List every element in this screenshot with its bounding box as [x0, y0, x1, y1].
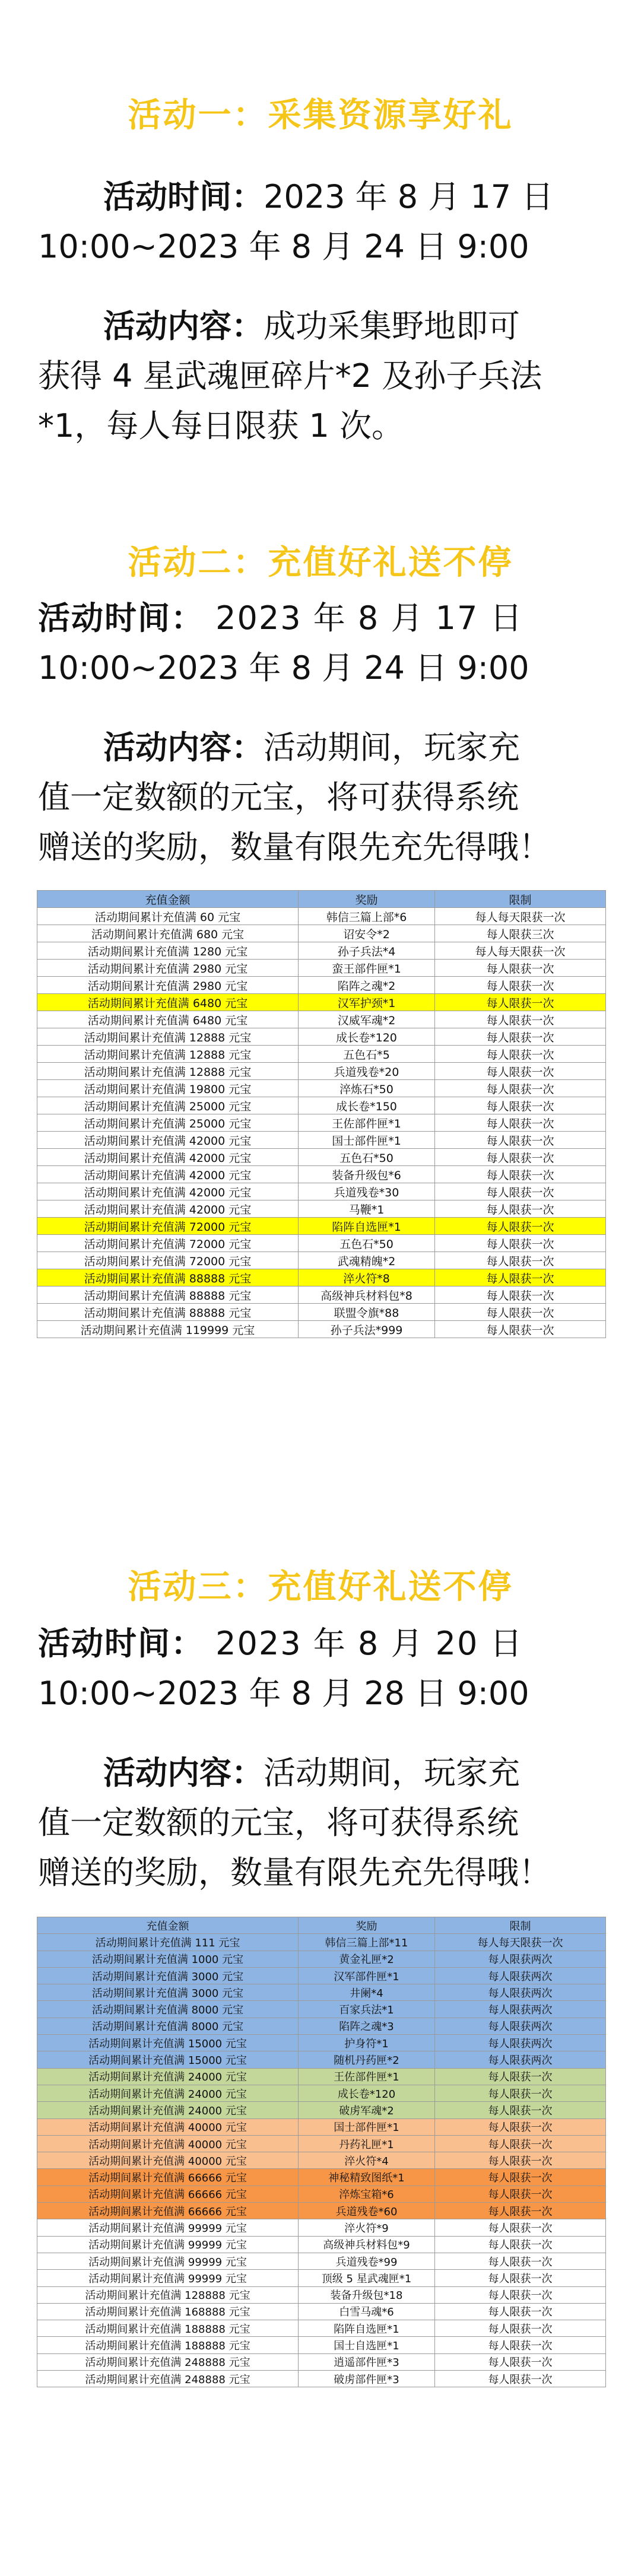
table-row: [37, 2085, 606, 2101]
cell-amount: 活动期间累计充值满 188888 元宝: [37, 2337, 299, 2353]
cell-reward: 国士部件匣*1: [299, 2118, 435, 2135]
table-row: [37, 1967, 606, 1984]
cell-reward: 逍遥部件匣*3: [299, 2353, 435, 2370]
activity1-content-line2: 获得 4 星武魂匣碎片*2 及孙子兵法: [38, 357, 542, 395]
table-row: [37, 2286, 606, 2303]
cell-reward: 蛮王部件匣*1: [299, 960, 435, 977]
cell-amount: 活动期间累计充值满 1280 元宝: [37, 942, 299, 960]
activity3-table-body: [37, 1934, 606, 2387]
cell-limit: 每人限获一次: [435, 2135, 606, 2152]
table-row: [37, 2051, 606, 2068]
cell-amount: 活动期间累计充值满 66666 元宝: [37, 2203, 299, 2219]
cell-reward: 诏安令*2: [299, 925, 435, 942]
cell-amount: 活动期间累计充值满 66666 元宝: [37, 2186, 299, 2202]
cell-limit: 每人限获一次: [435, 2186, 606, 2202]
cell-amount: 活动期间累计充值满 15000 元宝: [37, 2035, 299, 2051]
table-row: [37, 2320, 606, 2337]
cell-amount: 活动期间累计充值满 119999 元宝: [37, 1321, 299, 1338]
table-row: [37, 2035, 606, 2051]
cell-amount: 活动期间累计充值满 248888 元宝: [37, 2371, 299, 2387]
cell-limit: 每人限获一次: [435, 1269, 606, 1287]
table-row: [37, 2018, 606, 2034]
cell-reward: 护身符*1: [299, 2035, 435, 2051]
cell-amount: 活动期间累计充值满 168888 元宝: [37, 2303, 299, 2320]
table-row: [37, 1235, 606, 1252]
activity3-content-line3: 赠送的奖励，数量有限先充先得哦！: [38, 1854, 551, 1891]
activity3-content-line2: 值一定数额的元宝，将可获得系统: [38, 1804, 519, 1841]
table-row: [37, 942, 606, 960]
header-limit: 限制: [435, 1917, 606, 1934]
cell-limit: 每人限获两次: [435, 2051, 606, 2068]
cell-reward: 国士自选匣*1: [299, 2337, 435, 2353]
table-row: [37, 2152, 606, 2169]
activity1-title: 活动一：采集资源享好礼: [128, 96, 513, 135]
table-row: [37, 994, 606, 1011]
cell-amount: 活动期间累计充值满 25000 元宝: [37, 1114, 299, 1132]
activity1-content-1: 成功采集野地即可: [264, 307, 520, 345]
cell-amount: 活动期间累计充值满 42000 元宝: [37, 1183, 299, 1200]
activity1-content: [38, 301, 641, 351]
cell-amount: 活动期间累计充值满 19800 元宝: [37, 1080, 299, 1097]
cell-reward: 王佐部件匣*1: [299, 1114, 435, 1132]
table-row: [37, 960, 606, 977]
cell-amount: 活动期间累计充值满 15000 元宝: [37, 2051, 299, 2068]
cell-reward: 韩信三篇上部*6: [299, 908, 435, 925]
activity1-time-line2: 10:00~2023 年 8 月 24 日 9:00: [38, 228, 529, 265]
cell-amount: 活动期间累计充值满 60 元宝: [37, 908, 299, 925]
cell-amount: 活动期间累计充值满 42000 元宝: [37, 1200, 299, 1218]
cell-reward: 高级神兵材料包*9: [299, 2236, 435, 2253]
cell-reward: 淬火符*4: [299, 2152, 435, 2169]
cell-limit: 每人限获一次: [435, 2270, 606, 2286]
cell-limit: 每人限获一次: [435, 2169, 606, 2186]
cell-limit: 每人每天限获一次: [435, 1934, 606, 1951]
cell-limit: 每人限获一次: [435, 2303, 606, 2320]
cell-limit: 每人限获一次: [435, 2102, 606, 2118]
table-row: [37, 1934, 606, 1951]
cell-limit: 每人限获一次: [435, 2337, 606, 2353]
cell-reward: 国士部件匣*1: [299, 1132, 435, 1149]
cell-limit: 每人限获一次: [435, 1200, 606, 1218]
header-reward: 奖励: [299, 1917, 435, 1934]
cell-reward: 孙子兵法*999: [299, 1321, 435, 1338]
cell-reward: 黄金礼匣*2: [299, 1951, 435, 1967]
activity3-content-1: 活动期间，玩家充: [264, 1754, 520, 1792]
cell-reward: 联盟令旗*88: [299, 1304, 435, 1321]
cell-amount: 活动期间累计充值满 128888 元宝: [37, 2286, 299, 2303]
cell-reward: 淬火符*9: [299, 2219, 435, 2236]
table-row: [37, 1321, 606, 1338]
activity1-time: [38, 172, 641, 222]
cell-limit: 每人限获一次: [435, 2253, 606, 2269]
cell-reward: 兵道残卷*99: [299, 2253, 435, 2269]
cell-reward: 五色石*5: [299, 1046, 435, 1063]
cell-amount: 活动期间累计充值满 248888 元宝: [37, 2353, 299, 2370]
header-amount: 充值金额: [37, 1917, 299, 1934]
cell-limit: 每人限获一次: [435, 1132, 606, 1149]
activity2-time: [38, 593, 608, 643]
cell-reward: 兵道残卷*30: [299, 1183, 435, 1200]
table-row: [37, 1028, 606, 1046]
cell-limit: 每人限获一次: [435, 1149, 606, 1166]
cell-amount: 活动期间累计充值满 2980 元宝: [37, 977, 299, 994]
cell-amount: 活动期间累计充值满 6480 元宝: [37, 994, 299, 1011]
cell-amount: 活动期间累计充值满 72000 元宝: [37, 1252, 299, 1269]
cell-reward: 成长卷*120: [299, 1028, 435, 1046]
cell-amount: 活动期间累计充值满 72000 元宝: [37, 1235, 299, 1252]
cell-limit: 每人限获三次: [435, 925, 606, 942]
cell-limit: 每人限获一次: [435, 1046, 606, 1063]
activity2-content-line2: 值一定数额的元宝，将可获得系统: [38, 779, 519, 816]
table-row: [37, 2001, 606, 2018]
cell-reward: 淬火符*8: [299, 1269, 435, 1287]
table-row: [37, 2270, 606, 2286]
table-row: [37, 2169, 606, 2186]
cell-amount: 活动期间累计充值满 24000 元宝: [37, 2068, 299, 2085]
activity2-content: [38, 723, 641, 773]
table-row: [37, 1011, 606, 1028]
table-row: [37, 1984, 606, 2001]
activity2-title: 活动二：充值好礼送不停: [128, 544, 513, 582]
cell-amount: 活动期间累计充值满 111 元宝: [37, 1934, 299, 1951]
activity2-table-body: [37, 908, 606, 1338]
cell-reward: 韩信三篇上部*11: [299, 1934, 435, 1951]
table-row: [37, 2236, 606, 2253]
cell-limit: 每人限获一次: [435, 2286, 606, 2303]
cell-limit: 每人限获一次: [435, 2152, 606, 2169]
activity3-time-line2: 10:00~2023 年 8 月 28 日 9:00: [38, 1675, 529, 1712]
cell-limit: 每人限获两次: [435, 2035, 606, 2051]
cell-limit: 每人限获一次: [435, 2085, 606, 2101]
cell-limit: 每人限获一次: [435, 1321, 606, 1338]
table-row: [37, 2135, 606, 2152]
cell-reward: 白雪马魂*6: [299, 2303, 435, 2320]
cell-reward: 孙子兵法*4: [299, 942, 435, 960]
table-row: [37, 1951, 606, 1967]
cell-limit: 每人限获一次: [435, 1114, 606, 1132]
cell-amount: 活动期间累计充值满 99999 元宝: [37, 2236, 299, 2253]
cell-reward: 神秘精致图纸*1: [299, 2169, 435, 2186]
cell-reward: 陷阵自选匣*1: [299, 1218, 435, 1235]
cell-reward: 破虏军魂*2: [299, 2102, 435, 2118]
table-row: [37, 2219, 606, 2236]
activity3-time-label: 活动时间：: [38, 1625, 204, 1662]
cell-amount: 活动期间累计充值满 99999 元宝: [37, 2270, 299, 2286]
table-row: [37, 1200, 606, 1218]
header-limit: 限制: [435, 891, 606, 908]
table-header-row: [37, 1917, 606, 1934]
table-row: [37, 908, 606, 925]
table-row: [37, 1166, 606, 1183]
cell-limit: 每人每天限获一次: [435, 942, 606, 960]
cell-amount: 活动期间累计充值满 88888 元宝: [37, 1287, 299, 1304]
cell-limit: 每人限获两次: [435, 1984, 606, 2001]
cell-limit: 每人限获两次: [435, 2001, 606, 2018]
cell-limit: 每人限获一次: [435, 1218, 606, 1235]
table-row: [37, 1287, 606, 1304]
activity2-time-label: 活动时间：: [38, 599, 204, 637]
cell-reward: 兵道残卷*60: [299, 2203, 435, 2219]
activity3-title: 活动三：充值好礼送不停: [128, 1568, 513, 1606]
activity1-time-label: 活动时间：: [103, 178, 264, 215]
table-row: [37, 1304, 606, 1321]
cell-amount: 活动期间累计充值满 42000 元宝: [37, 1132, 299, 1149]
activity3-time: [38, 1619, 608, 1669]
cell-reward: 随机丹药匣*2: [299, 2051, 435, 2068]
cell-limit: 每人限获两次: [435, 1967, 606, 1984]
cell-reward: 汉军护颈*1: [299, 994, 435, 1011]
cell-limit: 每人限获一次: [435, 2219, 606, 2236]
cell-limit: 每人限获一次: [435, 2320, 606, 2337]
cell-reward: 丹药礼匣*1: [299, 2135, 435, 2152]
table-row: [37, 2353, 606, 2370]
cell-limit: 每人限获一次: [435, 1028, 606, 1046]
activity1-content-line3: *1，每人每日限获 1 次。: [38, 407, 404, 444]
cell-amount: 活动期间累计充值满 99999 元宝: [37, 2253, 299, 2269]
activity3-content: [38, 1748, 641, 1798]
table-row: [37, 1097, 606, 1114]
cell-limit: 每人限获一次: [435, 2371, 606, 2387]
activity2-time-value-1: 2023 年 8 月 17 日: [215, 599, 523, 637]
header-amount: 充值金额: [37, 891, 299, 908]
cell-limit: 每人限获一次: [435, 977, 606, 994]
cell-amount: 活动期间累计充值满 2980 元宝: [37, 960, 299, 977]
cell-reward: 五色石*50: [299, 1149, 435, 1166]
cell-amount: 活动期间累计充值满 6480 元宝: [37, 1011, 299, 1028]
cell-amount: 活动期间累计充值满 24000 元宝: [37, 2102, 299, 2118]
cell-amount: 活动期间累计充值满 25000 元宝: [37, 1097, 299, 1114]
cell-amount: 活动期间累计充值满 3000 元宝: [37, 1967, 299, 1984]
cell-reward: 汉威军魂*2: [299, 1011, 435, 1028]
activity2-content-label: 活动内容：: [103, 729, 264, 766]
cell-limit: 每人限获一次: [435, 1080, 606, 1097]
activity3-time-value-1: 2023 年 8 月 20 日: [215, 1625, 523, 1662]
table-row: [37, 977, 606, 994]
cell-reward: 成长卷*120: [299, 2085, 435, 2101]
table-row: [37, 1114, 606, 1132]
cell-limit: 每人限获一次: [435, 1011, 606, 1028]
cell-limit: 每人限获一次: [435, 1166, 606, 1183]
cell-reward: 淬炼石*50: [299, 1080, 435, 1097]
cell-reward: 高级神兵材料包*8: [299, 1287, 435, 1304]
cell-limit: 每人限获一次: [435, 1304, 606, 1321]
activity2-content-1: 活动期间，玩家充: [264, 729, 520, 766]
cell-amount: 活动期间累计充值满 1000 元宝: [37, 1951, 299, 1967]
table-row: [37, 1080, 606, 1097]
activity2-reward-table: [37, 890, 606, 1338]
activity1-time-value-1: 2023 年 8 月 17 日: [264, 178, 554, 215]
table-row: [37, 2118, 606, 2135]
table-row: [37, 925, 606, 942]
cell-limit: 每人每天限获一次: [435, 908, 606, 925]
table-row: [37, 1218, 606, 1235]
cell-reward: 汉军部件匣*1: [299, 1967, 435, 1984]
cell-reward: 陷阵之魂*2: [299, 977, 435, 994]
cell-amount: 活动期间累计充值满 88888 元宝: [37, 1304, 299, 1321]
table-row: [37, 2203, 606, 2219]
cell-amount: 活动期间累计充值满 12888 元宝: [37, 1028, 299, 1046]
cell-reward: 武魂精魄*2: [299, 1252, 435, 1269]
cell-reward: 顶级 5 星武魂匣*1: [299, 2270, 435, 2286]
table-row: [37, 2337, 606, 2353]
cell-amount: 活动期间累计充值满 88888 元宝: [37, 1269, 299, 1287]
cell-reward: 陷阵之魂*3: [299, 2018, 435, 2034]
table-row: [37, 2186, 606, 2202]
cell-amount: 活动期间累计充值满 72000 元宝: [37, 1218, 299, 1235]
table-row: [37, 2303, 606, 2320]
table-row: [37, 1183, 606, 1200]
cell-limit: 每人限获一次: [435, 1097, 606, 1114]
cell-amount: 活动期间累计充值满 40000 元宝: [37, 2135, 299, 2152]
cell-reward: 井阑*4: [299, 1984, 435, 2001]
cell-limit: 每人限获一次: [435, 1287, 606, 1304]
cell-limit: 每人限获一次: [435, 1063, 606, 1080]
cell-amount: 活动期间累计充值满 3000 元宝: [37, 1984, 299, 2001]
cell-limit: 每人限获一次: [435, 2068, 606, 2085]
cell-reward: 装备升级包*6: [299, 1166, 435, 1183]
cell-limit: 每人限获一次: [435, 1183, 606, 1200]
cell-reward: 马鞭*1: [299, 1200, 435, 1218]
activity3-reward-table: [37, 1917, 606, 2387]
cell-amount: 活动期间累计充值满 42000 元宝: [37, 1149, 299, 1166]
table-row: [37, 1149, 606, 1166]
cell-amount: 活动期间累计充值满 680 元宝: [37, 925, 299, 942]
cell-limit: 每人限获一次: [435, 994, 606, 1011]
activity2-content-line3: 赠送的奖励，数量有限先充先得哦！: [38, 828, 551, 866]
cell-amount: 活动期间累计充值满 24000 元宝: [37, 2085, 299, 2101]
cell-limit: 每人限获一次: [435, 2353, 606, 2370]
header-reward: 奖励: [299, 891, 435, 908]
cell-amount: 活动期间累计充值满 8000 元宝: [37, 2001, 299, 2018]
table-row: [37, 1046, 606, 1063]
table-row: [37, 2102, 606, 2118]
table-row: [37, 2253, 606, 2269]
cell-limit: 每人限获一次: [435, 2118, 606, 2135]
table-row: [37, 1252, 606, 1269]
cell-reward: 兵道残卷*20: [299, 1063, 435, 1080]
table-header-row: [37, 891, 606, 908]
table-row: [37, 2371, 606, 2387]
cell-amount: 活动期间累计充值满 40000 元宝: [37, 2118, 299, 2135]
cell-reward: 装备升级包*18: [299, 2286, 435, 2303]
cell-limit: 每人限获两次: [435, 2018, 606, 2034]
table-row: [37, 1269, 606, 1287]
table-row: [37, 2068, 606, 2085]
cell-reward: 五色石*50: [299, 1235, 435, 1252]
cell-limit: 每人限获一次: [435, 2236, 606, 2253]
table-row: [37, 1063, 606, 1080]
activity1-content-label: 活动内容：: [103, 307, 264, 345]
cell-limit: 每人限获一次: [435, 960, 606, 977]
cell-amount: 活动期间累计充值满 8000 元宝: [37, 2018, 299, 2034]
cell-amount: 活动期间累计充值满 40000 元宝: [37, 2152, 299, 2169]
cell-amount: 活动期间累计充值满 12888 元宝: [37, 1046, 299, 1063]
cell-amount: 活动期间累计充值满 66666 元宝: [37, 2169, 299, 2186]
table-row: [37, 1132, 606, 1149]
cell-limit: 每人限获一次: [435, 1252, 606, 1269]
activity3-content-label: 活动内容：: [103, 1754, 264, 1792]
cell-limit: 每人限获两次: [435, 1951, 606, 1967]
cell-amount: 活动期间累计充值满 42000 元宝: [37, 1166, 299, 1183]
cell-reward: 陷阵自选匣*1: [299, 2320, 435, 2337]
cell-reward: 成长卷*150: [299, 1097, 435, 1114]
cell-limit: 每人限获一次: [435, 2203, 606, 2219]
cell-reward: 破虏部件匣*3: [299, 2371, 435, 2387]
cell-amount: 活动期间累计充值满 99999 元宝: [37, 2219, 299, 2236]
cell-reward: 淬炼宝箱*6: [299, 2186, 435, 2202]
cell-amount: 活动期间累计充值满 188888 元宝: [37, 2320, 299, 2337]
cell-limit: 每人限获一次: [435, 1235, 606, 1252]
cell-amount: 活动期间累计充值满 12888 元宝: [37, 1063, 299, 1080]
cell-reward: 百家兵法*1: [299, 2001, 435, 2018]
cell-reward: 王佐部件匣*1: [299, 2068, 435, 2085]
activity2-time-line2: 10:00~2023 年 8 月 24 日 9:00: [38, 649, 529, 687]
